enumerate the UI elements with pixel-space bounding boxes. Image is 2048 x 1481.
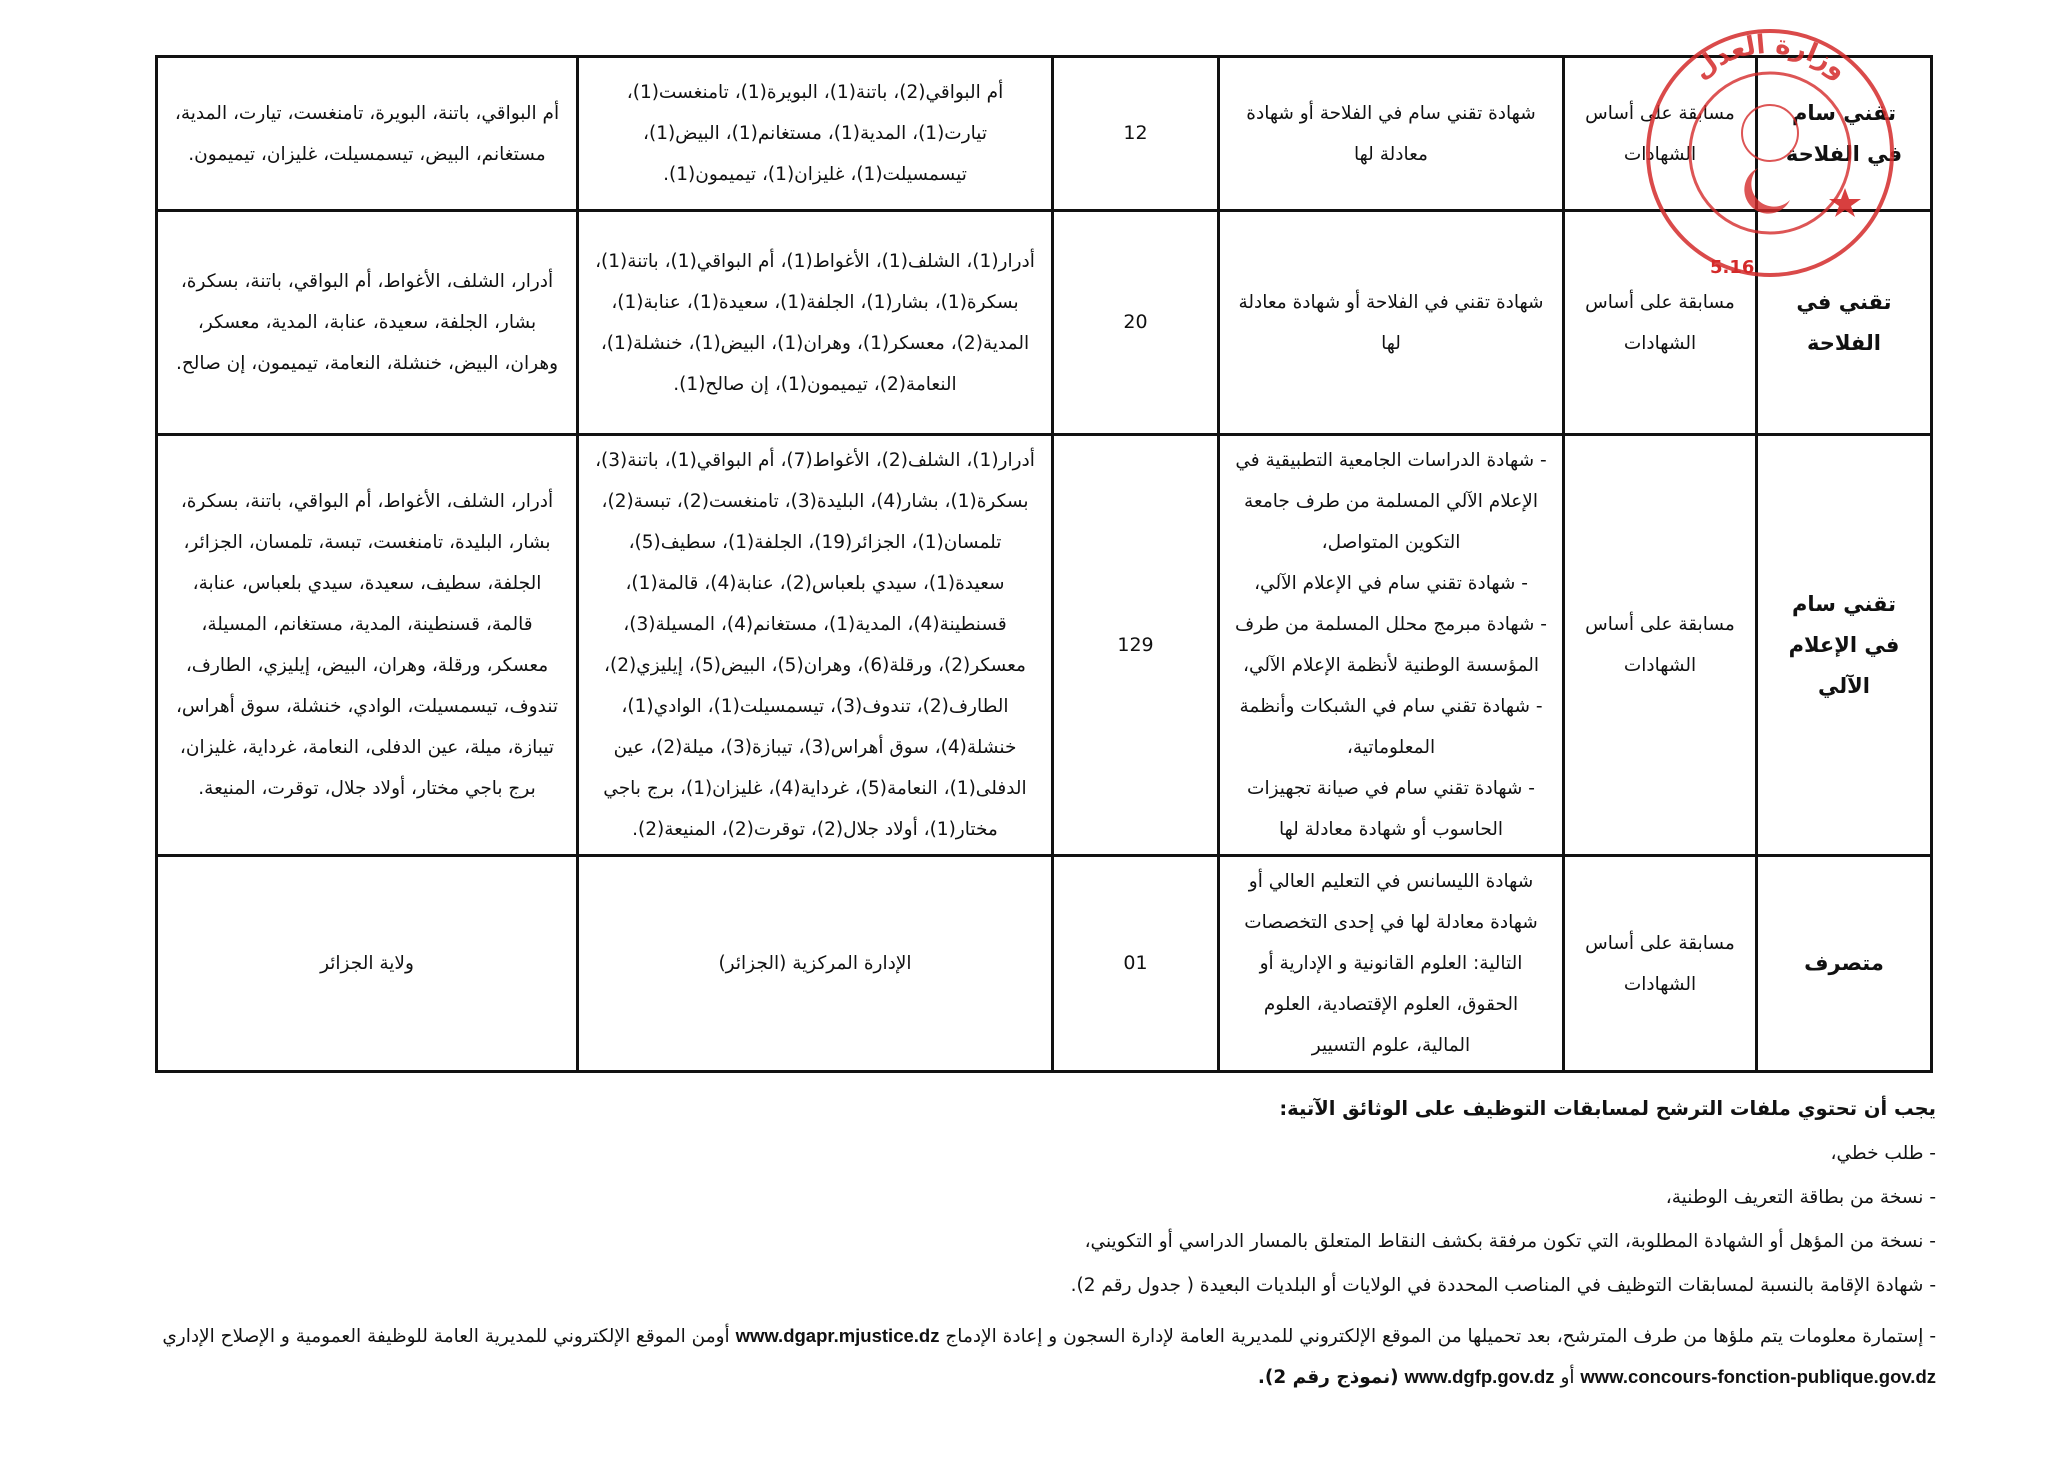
grade-cell: تقني سام في الإعلام الآلي: [1757, 435, 1932, 856]
required-documents-section: [100, 1097, 1936, 1414]
recruitment-mode-cell: مسابقة على أساس الشهادات: [1564, 211, 1757, 435]
remote-wilayas-cell: أم البواقي، باتنة، البويرة، تامنغست، تيارت، المدية، مستغانم، البيض، تيسمسيلت، غليزان، تيميمون.: [157, 57, 578, 211]
posts-distribution-cell: أدرار(1)، الشلف(1)، الأغواط(1)، أم البواقي(1)، باتنة(1)، بسكرة(1)، بشار(1)، الجلفة(1)، سعيدة(1)، عنابة(1)، المدية(2)، معسكر(1)، وهران(1)، البيض(1)، خنشلة(1)، النعامة(2)، تيميمون(1)، إن صالح(1).: [578, 211, 1053, 435]
posts-distribution-cell: الإدارة المركزية (الجزائر): [578, 856, 1053, 1072]
remote-wilayas-cell: أدرار، الشلف، الأغواط، أم البواقي، باتنة، بسكرة، بشار، البليدة، تامنغست، تبسة، تلمسان، الجزائر، الجلفة، سطيف، سعيدة، سيدي بلعباس، عنابة، قالمة، قسنطينة، المدية، مستغانم، المسيلة، معسكر، ورقلة، وهران، البيض، إيليزي، الطارف، تندوف، تيسمسيلت، الوادي، خنشلة، سوق أهراس، تيبازة، ميلة، عين الدفلى، النعامة، غرداية، غليزان، برج باجي مختار، أولاد جلال، توقرت، المنيعة.: [157, 435, 578, 856]
recruitment-mode-cell: مسابقة على أساس الشهادات: [1564, 435, 1757, 856]
qualification-line: شهادة تقني سام في الفلاحة أو شهادة معادلة لها: [1246, 102, 1536, 165]
posts-count-cell: 12: [1053, 57, 1219, 211]
form-item-text: - إستمارة معلومات يتم ملؤها من طرف المترشح، بعد تحميلها من الموقع الإلكتروني للمديرية العامة لإدارة السجون و إعادة الإدماج: [945, 1326, 1936, 1347]
qualification-cell: [1219, 856, 1564, 1072]
qualification-line: - شهادة مبرمج محلل المسلمة من طرف المؤسسة الوطنية لأنظمة الإعلام الآلي،: [1235, 614, 1547, 676]
stamp-number: 5.16: [1710, 257, 1755, 278]
recruitment-mode-cell: مسابقة على أساس الشهادات: [1564, 856, 1757, 1072]
qualification-line: - شهادة تقني سام في صيانة تجهيزات الحاسوب أو شهادة معادلة لها: [1247, 778, 1535, 840]
document-item: - نسخة من بطاقة التعريف الوطنية،: [1665, 1187, 1936, 1208]
ministry-stamp: [1630, 18, 1910, 288]
grade-cell: متصرف: [1757, 856, 1932, 1072]
table-row: [157, 856, 1932, 1072]
svg-text:وزارة العدل: [1687, 30, 1852, 85]
document-item: - نسخة من المؤهل أو الشهادة المطلوبة، التي تكون مرفقة بكشف النقاط المتعلق بالمسار الدراسي أو التكويني،: [1084, 1231, 1936, 1252]
posts-count-cell: 20: [1053, 211, 1219, 435]
qualification-line: شهادة الليسانس في التعليم العالي أو شهادة معادلة لها في إحدى التخصصات التالية: العلوم القانونية و الإدارية أو الحقوق، العلوم الإقتصادية، العلوم المالية، علوم التسيير: [1244, 871, 1538, 1056]
qualification-line: - شهادة تقني سام في الشبكات وأنظمة المعلوماتية،: [1239, 696, 1543, 758]
qualification-line: شهادة تقني في الفلاحة أو شهادة معادلة لها: [1238, 291, 1544, 354]
dgfp-website-link[interactable]: www.dgfp.gov.dz: [1404, 1366, 1555, 1387]
information-form-item: [100, 1316, 1936, 1398]
document-item: - طلب خطي،: [1830, 1143, 1936, 1164]
qualification-cell: [1219, 211, 1564, 435]
document-item: - شهادة الإقامة بالنسبة لمسابقات التوظيف في المناصب المحددة في الولايات أو البلديات البعيدة ( جدول رقم 2).: [1070, 1275, 1936, 1296]
dgapr-website-link[interactable]: www.dgapr.mjustice.dz: [735, 1325, 940, 1346]
remote-wilayas-cell: ولاية الجزائر: [157, 856, 578, 1072]
stamp-text: وزارة العدل: [1687, 30, 1853, 86]
table-row: [157, 435, 1932, 856]
posts-count-cell: 01: [1053, 856, 1219, 1072]
qualification-cell: [1219, 57, 1564, 211]
stamp-emblem-sun: [1742, 105, 1798, 161]
concours-website-link[interactable]: www.concours-fonction-publique.gov.dz: [1580, 1366, 1936, 1387]
posts-distribution-cell: أدرار(1)، الشلف(2)، الأغواط(7)، أم البواقي(1)، باتنة(3)، بسكرة(1)، بشار(4)، البليدة(3)، تامنغست(2)، تبسة(2)، تلمسان(1)، الجزائر(19)، الجلفة(1)، سطيف(5)، سعيدة(1)، سيدي بلعباس(2)، عنابة(4)، قالمة(1)، قسنطينة(4)، المدية(1)، مستغانم(4)، المسيلة(3)، معسكر(2)، ورقلة(6)، وهران(5)، البيض(5)، إيليزي(2)، الطارف(2)، تندوف(3)، تيسمسيلت(1)، الوادي(1)، خنشلة(4)، سوق أهراس(3)، تيبازة(3)، ميلة(2)، عين الدفلى(1)، النعامة(5)، غرداية(4)، غليزان(1)، برج باجي مختار(1)، أولاد جلال(2)، توقرت(2)، المنيعة(2).: [578, 435, 1053, 856]
qualification-line: - شهادة الدراسات الجامعية التطبيقية في الإعلام الآلي المسلمة من طرف جامعة التكوين المتواصل،: [1235, 450, 1547, 553]
posts-count-cell: 129: [1053, 435, 1219, 856]
recruitment-mode-cell: مسابقة على أساس الشهادات: [1564, 57, 1757, 211]
qualification-line: - شهادة تقني سام في الإعلام الآلي،: [1254, 573, 1528, 594]
crescent-icon: [1744, 168, 1790, 214]
required-documents-heading: يجب أن تحتوي ملفات الترشح لمسابقات التوظيف على الوثائق الآتية:: [1279, 1097, 1936, 1120]
form-item-or: أو: [1560, 1367, 1575, 1388]
stamp-outer-ring: [1648, 31, 1892, 275]
posts-distribution-cell: أم البواقي(2)، باتنة(1)، البويرة(1)، تامنغست(1)، تيارت(1)، المدية(1)، مستغانم(1)، البيض(1)، تيسمسيلت(1)، غليزان(1)، تيميمون(1).: [578, 57, 1053, 211]
qualification-cell: [1219, 435, 1564, 856]
form-item-text: أومن الموقع الإلكتروني للمديرية العامة للوظيفة العمومية و الإصلاح الإداري: [162, 1326, 730, 1347]
remote-wilayas-cell: أدرار، الشلف، الأغواط، أم البواقي، باتنة، بسكرة، بشار، الجلفة، سعيدة، عنابة، المدية، معسكر، وهران، البيض، خنشلة، النعامة، تيميمون، إن صالح.: [157, 211, 578, 435]
form-model-reference: (نموذج رقم 2).: [1257, 1367, 1399, 1388]
grade-cell: تقني في الفلاحة: [1757, 211, 1932, 435]
grade-cell: تقني سام في الفلاحة: [1757, 57, 1932, 211]
